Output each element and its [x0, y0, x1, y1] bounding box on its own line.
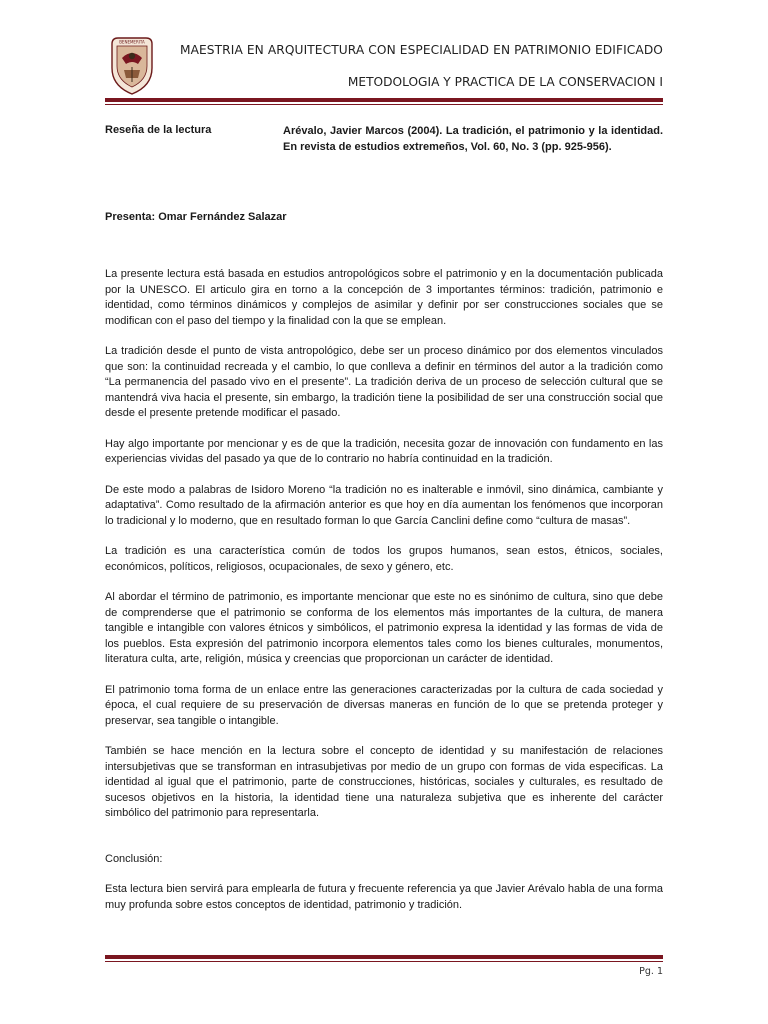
paragraph: Hay algo importante por mencionar y es de que la tradición, necesita gozar de innovación con fundamento en las experiencias vividas del pasado ya que de lo contrario no habría continuidad en la tradición. — [105, 437, 663, 465]
document-body — [105, 267, 663, 928]
university-seal-logo — [108, 34, 156, 96]
paragraph: La presente lectura está basada en estudios antropológicos sobre el patrimonio y en la documentación publicada por la UNESCO. El articulo gira en torno a la concepción de 3 importantes términos: tradición, patrimonio e identidad, como términos dinámicos y complejos de asimilar y definir por ser construcciones sociales que se modifican con el paso del tiempo y la finalidad con la que se emplean. — [105, 268, 663, 327]
course-title: METODOLOGIA Y PRACTICA DE LA CONSERVACION I — [347, 75, 663, 89]
conclusion-heading: Conclusión: — [105, 852, 163, 865]
paragraph: Al abordar el término de patrimonio, es importante mencionar que este no es sinónimo de cultura, sino que debe de comprenderse que el patrimonio se conforma de los elementos más importantes de la cultura, de manera tangible e intangible con valores étnicos y simbólicos, el patrimonio expresa la identidad y las formas de vida de los pueblos. Esta expresión del patrimonio incorpora elementos tales como los bienes culturales, monumentos, literatura culta, arte, religión, música y creencias que proporcionan un carácter de identidad. — [105, 591, 663, 665]
paragraph: La tradición es una característica común de todos los grupos humanos, sean estos, étnicos, sociales, económicos, políticos, religiosos, ocupacionales, de sexo y género, etc. — [105, 545, 663, 573]
footer-rule-thick — [105, 955, 663, 959]
program-title: MAESTRIA EN ARQUITECTURA CON ESPECIALIDAD EN PATRIMONIO EDIFICADO — [179, 43, 663, 57]
paragraph: También se hace mención en la lectura sobre el concepto de identidad y su manifestación de relaciones intersubjetivas que se transforman en intrasubjetivas por medio de un grupo con formas de vida especificas. La identidad al igual que el patrimonio, parte de construcciones, históricas, sociales y culturales, es resultado de sucesos objetivos en la historia, la identidad tiene una naturaleza subjetiva que es inherente del carácter simbólico del patrimonio para representarla. — [105, 745, 663, 819]
presenter: Presenta: Omar Fernández Salazar — [105, 211, 287, 223]
header-rule-thin — [105, 104, 663, 105]
svg-text:BENEMERITA: BENEMERITA — [119, 39, 145, 45]
footer-rule-thin — [105, 961, 663, 962]
paragraph: El patrimonio toma forma de un enlace entre las generaciones caracterizadas por la cultura de cada sociedad y época, el cual requiere de su preservación de diversas maneras en función de lo que se pretenda proteger y preservar, sea tangible o intangible. — [105, 683, 663, 727]
header-rule-thick — [105, 98, 663, 102]
page-number: Pg. 1 — [639, 966, 663, 977]
review-label: Reseña de la lectura — [105, 124, 212, 136]
paragraph: De este modo a palabras de Isidoro Moreno “la tradición no es inalterable e inmóvil, sino dinámica, cambiante y adaptativa”. Como resultado de la afirmación anterior es que hoy en día aumentan los fenómenos que incorporan lo tradicional y lo moderno, que en resultado forman lo que García Canclini define como “cultura de masas”. — [105, 483, 663, 527]
conclusion-text: Esta lectura bien servirá para emplearla de futura y frecuente referencia ya que Javier Arévalo habla de una forma muy profunda sobre estos conceptos de identidad, patrimonio y tradición. — [105, 883, 663, 911]
paragraph: La tradición desde el punto de vista antropológico, debe ser un proceso dinámico por dos elementos vinculados que son: la continuidad recreada y el cambio, lo que conlleva a definir en términos del autor a la tradición como “La permanencia del pasado vivo en el presente”. La tradición deriva de un proceso de selección cultural que se mantendrá viva hacia el presente, sin embargo, la tradición tiene la posibilidad de ser una construcción social que desde el presente pretende modificar el pasado. — [105, 345, 663, 419]
citation: Arévalo, Javier Marcos (2004). La tradición, el patrimonio y la identidad. En revista de estudios extremeños, Vol. 60, No. 3 (pp. 925-956). — [283, 125, 663, 153]
